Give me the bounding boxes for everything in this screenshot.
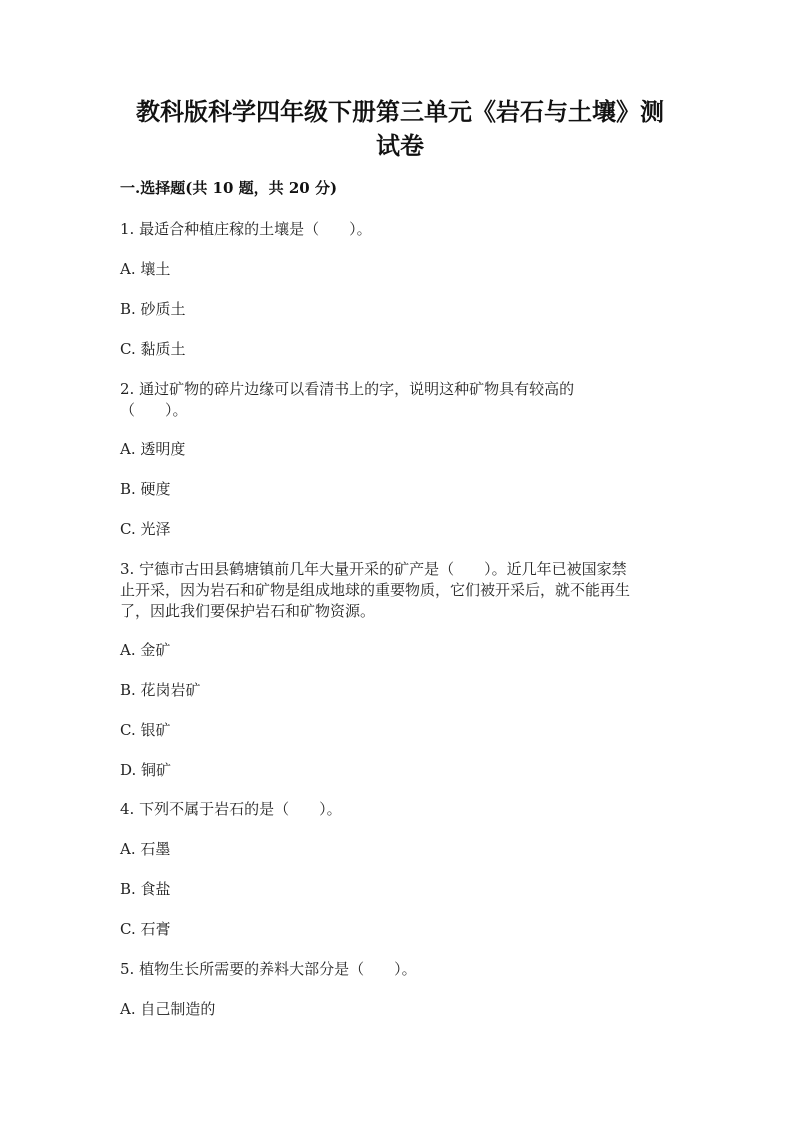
question-3-option-c[interactable]: C. 银矿 bbox=[120, 721, 171, 739]
question-5-option-a[interactable]: A. 自己制造的 bbox=[120, 1000, 216, 1018]
question-3-option-d[interactable]: D. 铜矿 bbox=[120, 761, 172, 779]
question-3-text-line-2: 止开采，因为岩石和矿物是组成地球的重要物质，它们被开采后，就不能再生 bbox=[120, 581, 631, 599]
question-4-option-a[interactable]: A. 石墨 bbox=[120, 840, 171, 858]
question-4-text: 4. 下列不属于岩石的是（ ）。 bbox=[120, 800, 342, 818]
question-3-option-a[interactable]: A. 金矿 bbox=[120, 641, 171, 659]
page-title-line-2: 试卷 bbox=[376, 131, 424, 160]
question-1-option-b[interactable]: B. 砂质土 bbox=[120, 300, 186, 318]
question-3-text-line-3: 了，因此我们要保护岩石和矿物资源。 bbox=[120, 602, 376, 620]
question-1-text: 1. 最适合种植庄稼的土壤是（ ）。 bbox=[120, 220, 372, 238]
question-2-option-b[interactable]: B. 硬度 bbox=[120, 480, 171, 498]
question-2-option-c[interactable]: C. 光泽 bbox=[120, 520, 171, 538]
question-1-option-a[interactable]: A. 壤土 bbox=[120, 260, 171, 278]
question-1-option-c[interactable]: C. 黏质土 bbox=[120, 340, 186, 358]
section-heading: 一.选择题(共 10 题，共 20 分) bbox=[120, 179, 338, 197]
question-3-text-line-1: 3. 宁德市古田县鹤塘镇前几年大量开采的矿产是（ ）。近几年已被国家禁 bbox=[120, 560, 627, 578]
question-4-option-c[interactable]: C. 石膏 bbox=[120, 920, 171, 938]
question-2-text-line-2: （ ）。 bbox=[120, 401, 188, 419]
question-3-option-b[interactable]: B. 花岗岩矿 bbox=[120, 681, 201, 699]
question-4-option-b[interactable]: B. 食盐 bbox=[120, 880, 171, 898]
page-title-line-1: 教科版科学四年级下册第三单元《岩石与土壤》测 bbox=[136, 97, 664, 126]
question-2-option-a[interactable]: A. 透明度 bbox=[120, 440, 186, 458]
question-2-text-line-1: 2. 通过矿物的碎片边缘可以看清书上的字，说明这种矿物具有较高的 bbox=[120, 380, 575, 398]
question-5-text: 5. 植物生长所需要的养料大部分是（ ）。 bbox=[120, 960, 417, 978]
